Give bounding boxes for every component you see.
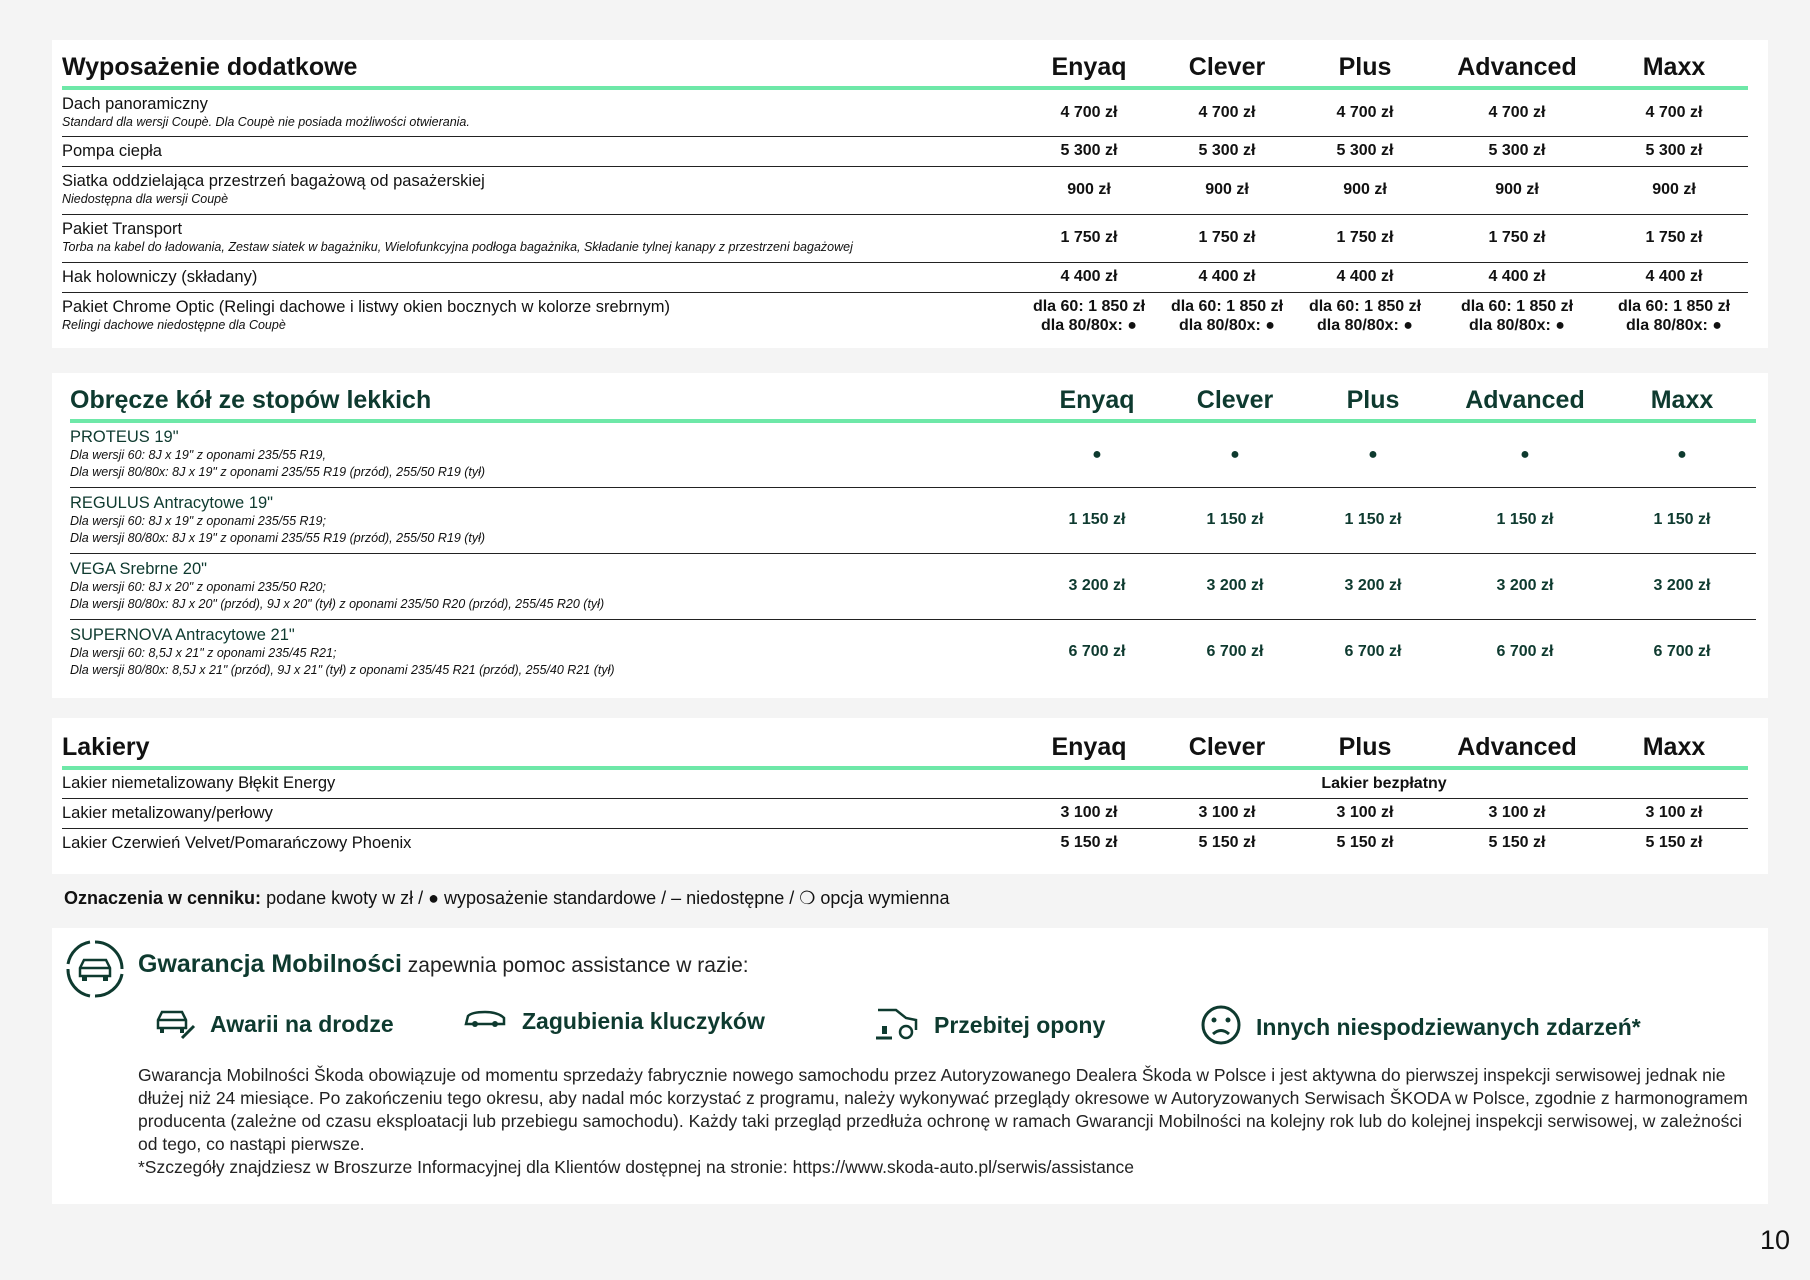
table-row bbox=[70, 619, 1756, 685]
standard-dot: ● bbox=[1608, 421, 1756, 487]
row-name: SUPERNOVA Antracytowe 21" bbox=[70, 625, 295, 644]
extras-table bbox=[62, 52, 1748, 340]
price-cell: 1 150 zł bbox=[1028, 487, 1166, 553]
price-cell: 5 300 zł bbox=[1434, 136, 1600, 166]
price-cell: 900 zł bbox=[1158, 166, 1296, 214]
col-clever: Clever bbox=[1166, 385, 1304, 421]
page-number: 10 bbox=[1759, 1225, 1790, 1255]
price-cell: 4 400 zł bbox=[1020, 262, 1158, 292]
col-enyaq: Enyaq bbox=[1020, 52, 1158, 88]
col-advanced: Advanced bbox=[1434, 52, 1600, 88]
price-cell: 1 150 zł bbox=[1608, 487, 1756, 553]
price-cell: 5 300 zł bbox=[1296, 136, 1434, 166]
table-row bbox=[62, 768, 1748, 798]
price-cell: 5 300 zł bbox=[1600, 136, 1748, 166]
price-cell: 6 700 zł bbox=[1653, 643, 1711, 661]
price-cell: 4 400 zł bbox=[1600, 262, 1748, 292]
standard-dot: ● bbox=[1304, 421, 1442, 487]
col-plus: Plus bbox=[1296, 732, 1434, 768]
price-cell: 3 100 zł bbox=[1020, 798, 1158, 828]
price-cell: 1 150 zł bbox=[1166, 487, 1304, 553]
assist-item-tire bbox=[872, 1004, 1105, 1047]
guarantee-footnote: *Szczegóły znajdziesz w Broszurze Informacyjnej dla Klientów dostępnej na stronie: https://www.skoda-auto.pl/serwis/assistance bbox=[138, 1157, 1135, 1177]
table-row bbox=[62, 136, 1748, 166]
col-clever: Clever bbox=[1158, 732, 1296, 768]
row-note: Dla wersji 60: 8,5J x 21" z oponami 235/45 R21; bbox=[70, 645, 337, 660]
price-cell: 4 400 zł bbox=[1296, 262, 1434, 292]
price-cell: 3 100 zł bbox=[1434, 798, 1600, 828]
assist-label: Awarii na drodze bbox=[210, 1011, 394, 1037]
price-cell: 5 150 zł bbox=[1060, 834, 1118, 852]
standard-dot: ● bbox=[1166, 421, 1304, 487]
price-cell: 4 700 zł bbox=[1600, 88, 1748, 136]
price-cell: 6 700 zł bbox=[1496, 643, 1554, 661]
row-name: Pakiet Chrome Optic (Relingi dachowe i listwy okien bocznych w kolorze srebrnym) bbox=[62, 298, 670, 317]
price-cell: 3 200 zł bbox=[1442, 553, 1608, 619]
col-plus: Plus bbox=[1296, 52, 1434, 88]
extras-title: Wyposażenie dodatkowe bbox=[62, 52, 1020, 88]
row-name: VEGA Srebrne 20" bbox=[70, 559, 208, 578]
price-cell: 1 150 zł bbox=[1442, 487, 1608, 553]
price-cell: 3 100 zł bbox=[1158, 798, 1296, 828]
row-note: Dla wersji 80/80x: 8J x 19" z oponami 235/55 R19 (przód), 255/50 R19 (tył) bbox=[70, 530, 486, 545]
guarantee-card bbox=[52, 928, 1768, 1204]
wheels-table bbox=[70, 385, 1756, 685]
paints-title: Lakiery bbox=[62, 732, 1020, 768]
price-cell: 4 700 zł bbox=[1296, 88, 1434, 136]
price-cell: 3 200 zł bbox=[1166, 553, 1304, 619]
col-enyaq: Enyaq bbox=[1020, 732, 1158, 768]
row-note: Dla wersji 60: 8J x 20" z oponami 235/50 R20; bbox=[70, 579, 326, 594]
assist-label: Przebitej opony bbox=[934, 1012, 1106, 1038]
price-cell: dla 60: 1 850 zł dla 80/80x: ● bbox=[1460, 298, 1574, 335]
col-maxx: Maxx bbox=[1608, 385, 1756, 421]
price-cell: 3 100 zł bbox=[1296, 798, 1434, 828]
price-cell: 6 700 zł bbox=[1206, 643, 1264, 661]
assist-item-breakdown bbox=[152, 1004, 394, 1045]
guarantee-title-bold: Gwarancja Mobilności bbox=[138, 950, 402, 978]
table-row bbox=[62, 166, 1748, 214]
row-name: Pakiet Transport bbox=[62, 220, 183, 238]
price-cell: 5 150 zł bbox=[1198, 834, 1256, 852]
row-name: Hak holowniczy (składany) bbox=[62, 267, 258, 286]
row-note: Dla wersji 80/80x: 8J x 19" z oponami 235/55 R19 (przód), 255/50 R19 (tył) bbox=[70, 465, 486, 480]
price-cell: 3 100 zł bbox=[1600, 798, 1748, 828]
standard-dot: ● bbox=[1028, 421, 1166, 487]
price-cell: 900 zł bbox=[1434, 166, 1600, 214]
price-cell: 4 700 zł bbox=[1434, 88, 1600, 136]
car-repair-icon bbox=[152, 1004, 196, 1045]
row-name: PROTEUS 19" bbox=[70, 428, 179, 447]
assist-label: Zagubienia kluczyków bbox=[522, 1008, 765, 1034]
assist-item-other bbox=[1200, 1004, 1641, 1051]
price-cell: 4 700 zł bbox=[1020, 88, 1158, 136]
price-cell: 6 700 zł bbox=[1344, 643, 1402, 661]
row-note: Standard dla wersji Coupè. Dla Coupè nie posiada możliwości otwierania. bbox=[62, 114, 470, 129]
table-row bbox=[62, 292, 1748, 340]
price-cell: dla 60: 1 850 zł dla 80/80x: ● bbox=[1032, 298, 1146, 335]
price-cell: dla 60: 1 850 zł dla 80/80x: ● bbox=[1170, 298, 1284, 335]
standard-dot: ● bbox=[1442, 421, 1608, 487]
row-name: Pompa ciepła bbox=[62, 141, 162, 160]
price-cell: 1 750 zł bbox=[1296, 214, 1434, 262]
flat-tire-icon bbox=[872, 1004, 920, 1047]
table-row bbox=[62, 214, 1748, 262]
price-cell: 5 150 zł bbox=[1488, 834, 1546, 852]
table-row bbox=[70, 553, 1756, 619]
price-legend bbox=[64, 888, 949, 909]
price-cell: 3 200 zł bbox=[1304, 553, 1442, 619]
price-cell: 1 750 zł bbox=[1020, 214, 1158, 262]
price-cell: 1 150 zł bbox=[1304, 487, 1442, 553]
price-cell: 4 400 zł bbox=[1158, 262, 1296, 292]
assist-item-keys bbox=[462, 1004, 765, 1039]
free-paint-label: Lakier bezpłatny bbox=[1020, 768, 1748, 798]
col-advanced: Advanced bbox=[1442, 385, 1608, 421]
extras-card bbox=[52, 40, 1768, 348]
wheels-title: Obręcze kół ze stopów lekkich bbox=[70, 385, 1028, 421]
table-row bbox=[62, 262, 1748, 292]
guarantee-title-rest: zapewnia pomoc assistance w razie: bbox=[401, 954, 749, 977]
price-cell: 900 zł bbox=[1296, 166, 1434, 214]
price-cell: 1 750 zł bbox=[1158, 214, 1296, 262]
col-maxx: Maxx bbox=[1600, 732, 1748, 768]
row-note: Torba na kabel do ładowania, Zestaw siatek w bagażniku, Wielofunkcyjna podłoga bagażnika, Składanie tylnej kanapy z przestrzeni bagażowej bbox=[62, 240, 853, 254]
assist-label: Innych niespodziewanych zdarzeń* bbox=[1256, 1014, 1641, 1040]
paints-table bbox=[62, 732, 1748, 858]
col-maxx: Maxx bbox=[1600, 52, 1748, 88]
price-cell: 5 300 zł bbox=[1020, 136, 1158, 166]
price-cell: 3 200 zł bbox=[1028, 553, 1166, 619]
legend-title: Oznaczenia w cenniku: bbox=[64, 888, 262, 908]
guarantee-title bbox=[138, 950, 749, 979]
price-cell: 1 750 zł bbox=[1434, 214, 1600, 262]
price-cell: 5 150 zł bbox=[1336, 834, 1394, 852]
car-key-icon bbox=[462, 1004, 508, 1039]
sad-face-icon bbox=[1200, 1004, 1242, 1051]
guarantee-text: Gwarancja Mobilności Škoda obowiązuje od momentu sprzedaży fabrycznie nowego samochodu przez Autoryzowanego Dealera Škoda w Polsce i jest aktywna do pierwszej inspekcji serwisowej jednak nie dłużej niż 24 miesiące. Po zakończeniu tego okresu, aby nadal móc korzystać z programu, należy wykonywać przeglądy okresowe w Autoryzowanych Serwisach ŠKODA w Polsce, zgodnie z harmonogramem producenta (zależne od czasu eksploatacji lub przebiegu samochodu). Każdy taki przegląd przedłuża ochronę w ramach Gwarancji Mobilności na kolejny rok lub do kolejnej inspekcji serwisowej, w zależności od tego, co nastąpi pierwsze. bbox=[138, 1065, 1748, 1154]
table-row bbox=[70, 421, 1756, 487]
row-note: Relingi dachowe niedostępne dla Coupè bbox=[62, 318, 286, 333]
paints-card bbox=[52, 718, 1768, 874]
price-cell: dla 60: 1 850 zł dla 80/80x: ● bbox=[1308, 298, 1422, 335]
row-name: Lakier niemetalizowany Błękit Energy bbox=[62, 774, 336, 793]
table-row bbox=[70, 487, 1756, 553]
col-enyaq: Enyaq bbox=[1028, 385, 1166, 421]
wheels-card bbox=[52, 373, 1768, 698]
price-cell: 5 150 zł bbox=[1645, 834, 1703, 852]
row-note: Dla wersji 80/80x: 8J x 20" (przód), 9J x 20" (tył) z oponami 235/50 R20 (przód), 255/45 R20 (tył) bbox=[70, 596, 605, 611]
table-row bbox=[62, 828, 1748, 858]
col-plus: Plus bbox=[1304, 385, 1442, 421]
price-cell: 5 300 zł bbox=[1158, 136, 1296, 166]
col-clever: Clever bbox=[1158, 52, 1296, 88]
col-advanced: Advanced bbox=[1434, 732, 1600, 768]
price-cell: 3 200 zł bbox=[1608, 553, 1756, 619]
price-cell: 4 400 zł bbox=[1434, 262, 1600, 292]
row-note: Dla wersji 80/80x: 8,5J x 21" (przód), 9J x 21" (tył) z oponami 235/45 R21 (przód), 255/40 R21 (tył) bbox=[70, 662, 615, 677]
row-name: Dach panoramiczny bbox=[62, 94, 208, 113]
price-cell: 900 zł bbox=[1020, 166, 1158, 214]
price-cell: dla 60: 1 850 zł dla 80/80x: ● bbox=[1617, 298, 1731, 335]
table-row bbox=[62, 88, 1748, 136]
row-note: Niedostępna dla wersji Coupè bbox=[62, 192, 229, 206]
price-cell: 4 700 zł bbox=[1158, 88, 1296, 136]
row-note: Dla wersji 60: 8J x 19" z oponami 235/55 R19, bbox=[70, 448, 326, 463]
price-cell: 900 zł bbox=[1600, 166, 1748, 214]
car-circle-icon bbox=[64, 938, 126, 1005]
price-cell: 6 700 zł bbox=[1068, 643, 1126, 661]
guarantee-body bbox=[138, 1064, 1750, 1179]
row-name: Lakier Czerwień Velvet/Pomarańczowy Phoenix bbox=[62, 833, 412, 852]
table-row bbox=[62, 798, 1748, 828]
row-note: Dla wersji 60: 8J x 19" z oponami 235/55 R19; bbox=[70, 513, 326, 528]
row-name: Lakier metalizowany/perłowy bbox=[62, 803, 273, 822]
price-cell: 1 750 zł bbox=[1600, 214, 1748, 262]
legend-text: podane kwoty w zł / ● wyposażenie standardowe / – niedostępne / ❍ opcja wymienna bbox=[261, 888, 950, 908]
row-name: Siatka oddzielająca przestrzeń bagażową od pasażerskiej bbox=[62, 172, 485, 190]
row-name: REGULUS Antracytowe 19" bbox=[70, 493, 274, 512]
